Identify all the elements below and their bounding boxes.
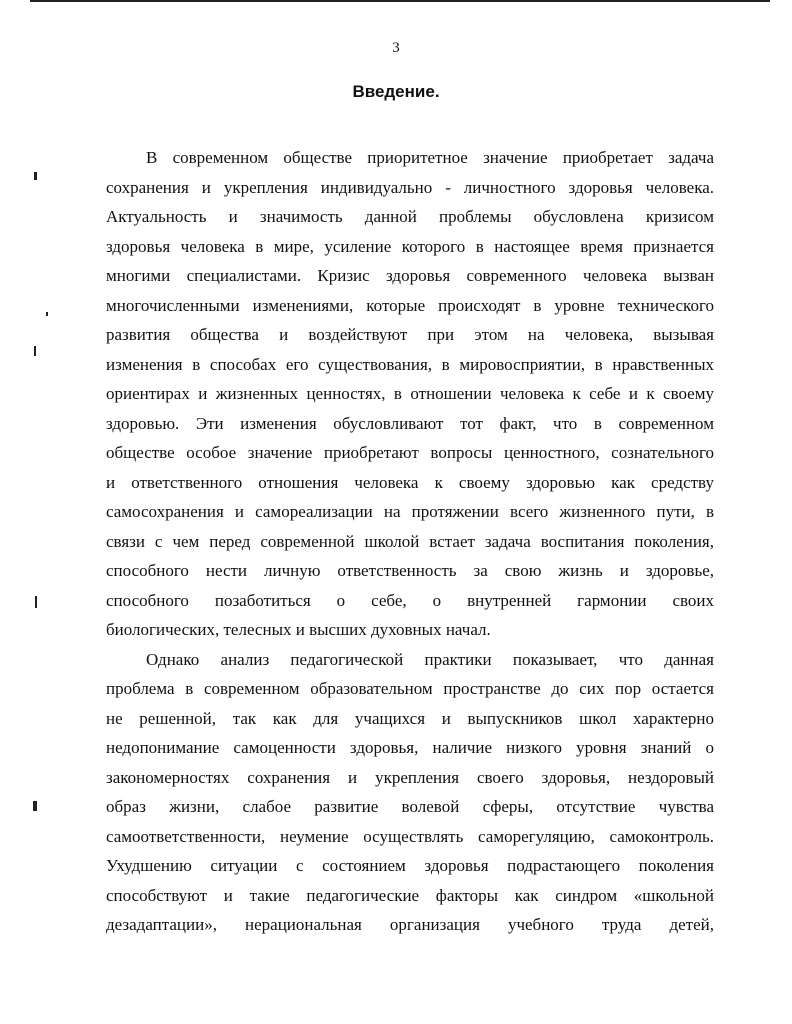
text-line: способствуют и такие педагогические факторы как синдром «школьной bbox=[106, 885, 714, 905]
text-line: связи с чем перед современной школой встает задача воспитания поколения, bbox=[106, 531, 714, 551]
text-line: недопонимание самоценности здоровья, наличие низкого уровня знаний о bbox=[106, 738, 714, 757]
scan-top-border bbox=[30, 0, 770, 5]
text-line: многочисленными изменениями, которые происходят в уровне технического bbox=[106, 295, 714, 315]
text-line: обществе особое значение приобретают вопросы ценностного, сознательного bbox=[106, 443, 714, 462]
scan-mark bbox=[46, 312, 48, 316]
text-line: Однако анализ педагогической практики показывает, что данная bbox=[146, 649, 714, 669]
text-line: самоответственности, неумение осуществлять саморегуляцию, самоконтроль. bbox=[106, 826, 714, 846]
text-line: В современном обществе приоритетное значение приобретает задача bbox=[146, 148, 714, 167]
text-line: не решенной, так как для учащихся и выпускников школ характерно bbox=[106, 708, 714, 728]
text-line: сохранения и укрепления индивидуально - личностного здоровья человека. bbox=[106, 177, 714, 197]
text-line: изменения в способах его существования, в мировосприятии, в нравственных bbox=[106, 354, 714, 374]
scan-mark bbox=[34, 346, 36, 356]
text-line: самосохранения и самореализации на протяжении всего жизненного пути, в bbox=[106, 502, 714, 521]
page-title: Введение. bbox=[352, 82, 440, 101]
page-number: 3 bbox=[392, 40, 400, 56]
text-line: биологических, телесных и высших духовных начал. bbox=[106, 620, 491, 639]
scan-mark bbox=[34, 172, 37, 180]
text-line: способного нести личную ответственность за свою жизнь и здоровье, bbox=[106, 561, 714, 580]
text-line: многими специалистами. Кризис здоровья современного человека вызван bbox=[106, 266, 714, 285]
text-line: проблема в современном образовательном пространстве до сих пор остается bbox=[106, 679, 714, 698]
text-line: развития общества и воздействуют при этом на человека, вызывая bbox=[106, 325, 714, 344]
text-line: и ответственного отношения человека к своему здоровью как средству bbox=[106, 472, 714, 492]
scan-mark bbox=[35, 596, 37, 608]
text-line: здоровья человека в мире, усиление которого в настоящее время признается bbox=[106, 236, 714, 256]
text-line: Актуальность и значимость данной проблемы обусловлена кризисом bbox=[106, 207, 714, 226]
text-line: закономерностях сохранения и укрепления своего здоровья, нездоровый bbox=[106, 767, 714, 787]
text-line: способного позаботиться о себе, о внутренней гармонии своих bbox=[106, 590, 714, 610]
text-line: дезадаптации», нерациональная организация учебного труда детей, bbox=[106, 915, 714, 934]
text-line: здоровью. Эти изменения обусловливают тот факт, что в современном bbox=[106, 413, 714, 433]
text-line: ориентирах и жизненных ценностях, в отношении человека к себе и к своему bbox=[106, 384, 714, 403]
body-text bbox=[106, 143, 714, 940]
text-line: Ухудшению ситуации с состоянием здоровья подрастающего поколения bbox=[106, 856, 714, 875]
text-line: образ жизни, слабое развитие волевой сферы, отсутствие чувства bbox=[106, 797, 714, 816]
scan-mark bbox=[33, 801, 37, 811]
